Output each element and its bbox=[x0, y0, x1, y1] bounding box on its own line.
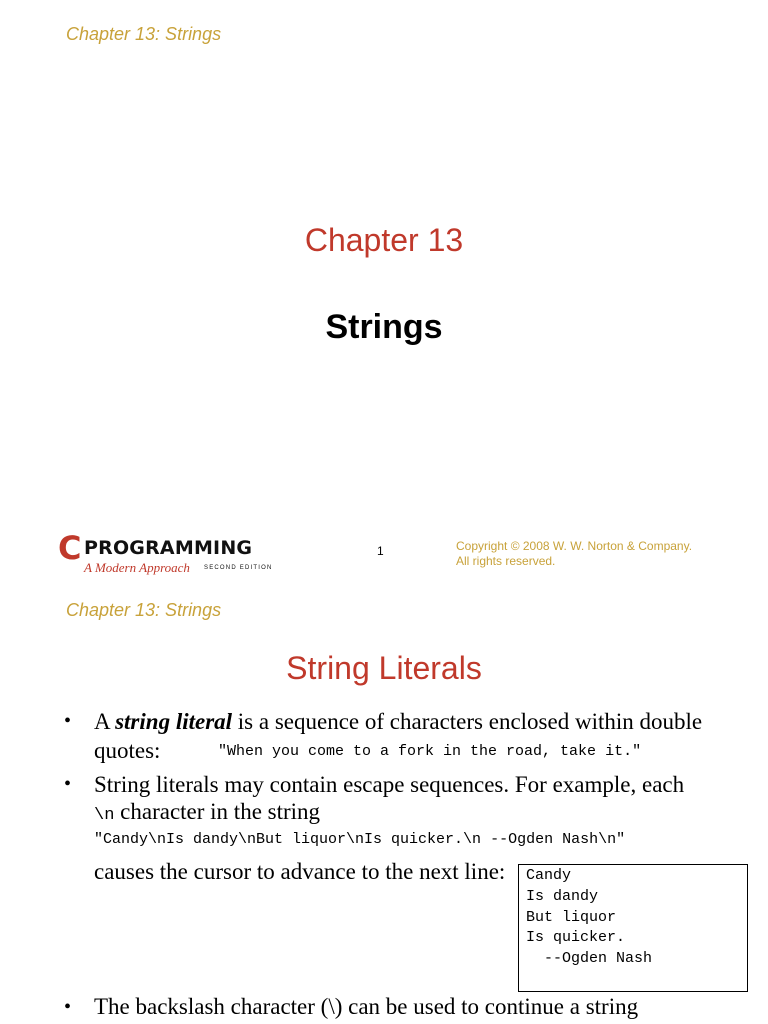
logo-subtitle: A Modern Approach bbox=[84, 560, 190, 575]
bullet-2-line-3: causes the cursor to advance to the next line: bbox=[94, 859, 506, 884]
bullet-1-line-2: quotes: bbox=[94, 738, 161, 763]
logo-c-mark: C bbox=[58, 529, 82, 567]
output-line: --Ogden Nash bbox=[526, 950, 653, 968]
output-box bbox=[518, 864, 748, 992]
bullet-marker: • bbox=[64, 710, 72, 732]
bullet-2-rest: character in the string bbox=[114, 799, 321, 824]
bullet-2-line-2 bbox=[94, 798, 320, 829]
bullet-3-line-1: The backslash character (\) can be used to continue a string bbox=[94, 994, 639, 1019]
copyright-line-1: Copyright © 2008 W. W. Norton & Company. bbox=[456, 539, 693, 553]
slide-title: String Literals bbox=[286, 650, 482, 686]
chapter-header: Chapter 13: Strings bbox=[66, 600, 222, 620]
c-programming-logo bbox=[58, 529, 298, 578]
page-number: 1 bbox=[377, 544, 384, 558]
logo-edition: SECOND EDITION bbox=[204, 565, 273, 571]
output-line: Is quicker. bbox=[526, 929, 626, 947]
bullet-1-prefix: A bbox=[94, 709, 116, 734]
chapter-title: Strings bbox=[325, 308, 443, 346]
bullet-marker: • bbox=[64, 773, 72, 795]
bullet-marker: • bbox=[64, 996, 72, 1018]
logo-title: PROGRAMMING bbox=[84, 537, 253, 559]
escape-sequence: \n bbox=[94, 806, 115, 825]
output-line: Candy bbox=[526, 867, 572, 884]
bullet-1-emphasis: string literal bbox=[115, 709, 233, 734]
copyright-line-2: All rights reserved. bbox=[456, 554, 556, 568]
bullet-1-suffix: is a sequence of characters enclosed within double bbox=[232, 709, 703, 734]
chapter-header: Chapter 13: Strings bbox=[66, 24, 222, 44]
output-line: But liquor bbox=[526, 908, 617, 926]
bullet-2-code: "Candy\nIs dandy\nBut liquor\nIs quicker.\n --Ogden Nash\n" bbox=[94, 831, 626, 848]
bullet-1-line-1 bbox=[94, 708, 702, 735]
bullet-1-code: "When you come to a fork in the road, take it." bbox=[218, 743, 642, 760]
bullet-2-line-1: String literals may contain escape sequences. For example, each bbox=[94, 772, 685, 797]
chapter-number: Chapter 13 bbox=[304, 222, 464, 258]
output-line: Is dandy bbox=[526, 887, 599, 905]
copyright bbox=[456, 539, 692, 569]
